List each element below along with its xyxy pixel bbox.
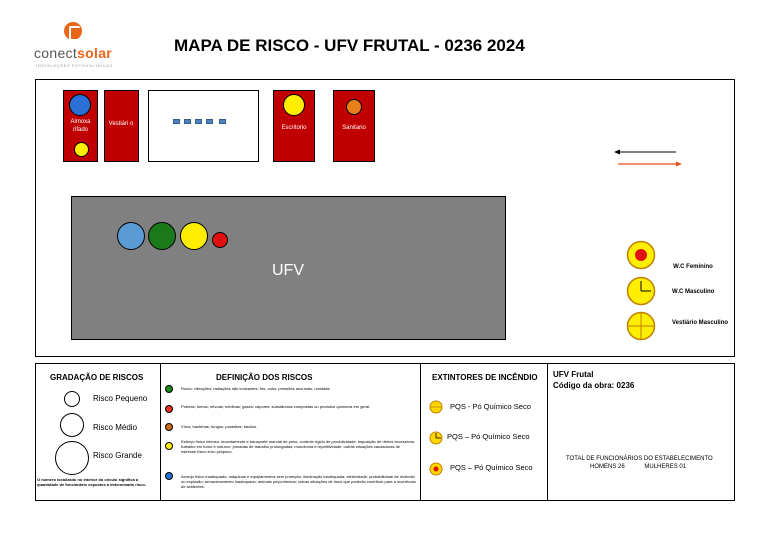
risk-dot-red-icon <box>165 405 173 413</box>
solar-panel-icon <box>173 119 180 124</box>
extinguisher-icon <box>429 400 443 414</box>
extintor-label: PQS - Pó Químico Seco <box>450 402 531 411</box>
funcionarios-counts <box>590 464 686 470</box>
logo-brand: conectsolar <box>34 45 113 61</box>
solar-panel-icon <box>206 119 213 124</box>
risk-circle-green <box>148 222 176 250</box>
risk-circle-blue <box>69 94 91 116</box>
divider <box>420 363 421 501</box>
extinguisher-icon <box>626 240 656 270</box>
risk-dot-orange-icon <box>165 423 173 431</box>
divider <box>160 363 161 501</box>
room-label-sanitario: Sanitario <box>342 125 366 131</box>
risk-medium-circle <box>60 413 84 437</box>
room-label-escritorio: Escritorio <box>281 125 307 131</box>
solar-panel-icon <box>195 119 202 124</box>
homens-label: HOMENS <box>590 464 617 470</box>
wc-masculino-label: W.C Masculino <box>672 289 715 295</box>
extintor-label: PQS – Pó Químico Seco <box>450 463 533 472</box>
mulheres-count: 01 <box>679 464 687 470</box>
total-funcionarios-label: TOTAL DE FUNCIONÁRIOS DO ESTABELECIMENTO <box>566 456 713 462</box>
gradacao-header: GRADAÇÃO DE RISCOS <box>50 373 144 382</box>
solar-panel-icon <box>184 119 191 124</box>
risk-circle-orange <box>346 99 362 115</box>
definicao-fisico: Ruído; vibrações; radiações não ionizantes; frio; calor; pressões anormais; umidade. <box>181 386 331 391</box>
risk-circle-yellow <box>180 222 208 250</box>
risk-level-label: Risco Grande <box>93 451 142 460</box>
risk-circle-yellow <box>283 94 305 116</box>
solar-panel-icon <box>219 119 226 124</box>
gradacao-note: O número localizado no interior do círculo significa a quantidade de funcionário expostos a determinado risco. <box>37 477 146 487</box>
page-title: MAPA DE RISCO - UFV FRUTAL - 0236 2024 <box>174 36 525 55</box>
extinguisher-icon <box>626 276 656 306</box>
obra-code: Código da obra: 0236 <box>553 381 635 390</box>
risk-dot-green-icon <box>165 385 173 393</box>
risk-level-label: Risco Médio <box>93 423 138 432</box>
extinguisher-icon <box>429 431 443 445</box>
definicao-acidente: Arranjo físico inadequado; máquinas e equipamentos sem proteção; iluminação inadequada; eletricidade; probabilidade de incêndio ou explosão; armazenamento inadequado; animais peçonhentos; outras situações de risco que poderão contribuir para a ocorrência de acidentes. <box>181 474 416 489</box>
ufv-label: UFV <box>272 262 304 279</box>
extinguisher-icon <box>429 462 443 476</box>
logo-sun-icon <box>64 22 82 40</box>
room-label-vestiario: Vestiári o <box>108 121 134 127</box>
definicao-header: DEFINIÇÃO DOS RISCOS <box>216 373 313 382</box>
risk-large-circle <box>55 441 89 475</box>
divider <box>547 363 548 501</box>
extintores-header: EXTINTORES DE INCÊNDIO <box>432 373 538 382</box>
definicao-quimico: Poeiras; fumos; névoas; neblinas; gases; vapores; substâncias compostas ou produtos químicos em geral. <box>181 404 371 409</box>
risk-dot-yellow-icon <box>165 442 173 450</box>
wc-feminino-label: W.C Feminino <box>673 264 713 270</box>
risk-circle-red <box>212 232 228 248</box>
extintor-label: PQS – Pó Químico Seco <box>447 432 530 441</box>
logo-tagline: INSTALAÇÕES FOTOVOLTAICAS <box>36 63 113 68</box>
direction-arrows-icon <box>612 146 686 170</box>
risk-small-circle <box>64 391 80 407</box>
mulheres-label: MULHERES <box>644 464 678 470</box>
vestiario-masculino-label: Vestiário Masculino <box>672 320 729 326</box>
homens-count: 26 <box>618 464 625 470</box>
definicao-biologico: Vírus; bactérias; fungos; parasitas; bacilos. <box>181 424 258 429</box>
risk-circle-blue <box>117 222 145 250</box>
extinguisher-icon <box>626 311 656 341</box>
risk-level-label: Risco Pequeno <box>93 394 148 403</box>
risk-circle-yellow <box>74 142 89 157</box>
definicao-ergonomico: Esforço físico intenso; levantamento e transporte manual de peso; controle rígido de produtividade; imposição de ritmos excessivos; trabalho em turno e noturno; jornadas de trabalho prolongadas; monotonia e repetitividade; outras situações causadoras de estresse físico e/ou psíquico. <box>181 439 416 454</box>
risk-dot-blue-icon <box>165 472 173 480</box>
room-label-almoxarifado: Almoxa rifado <box>70 119 91 133</box>
obra-name: UFV Frutal <box>553 370 594 379</box>
panel-storage-box <box>148 90 259 162</box>
